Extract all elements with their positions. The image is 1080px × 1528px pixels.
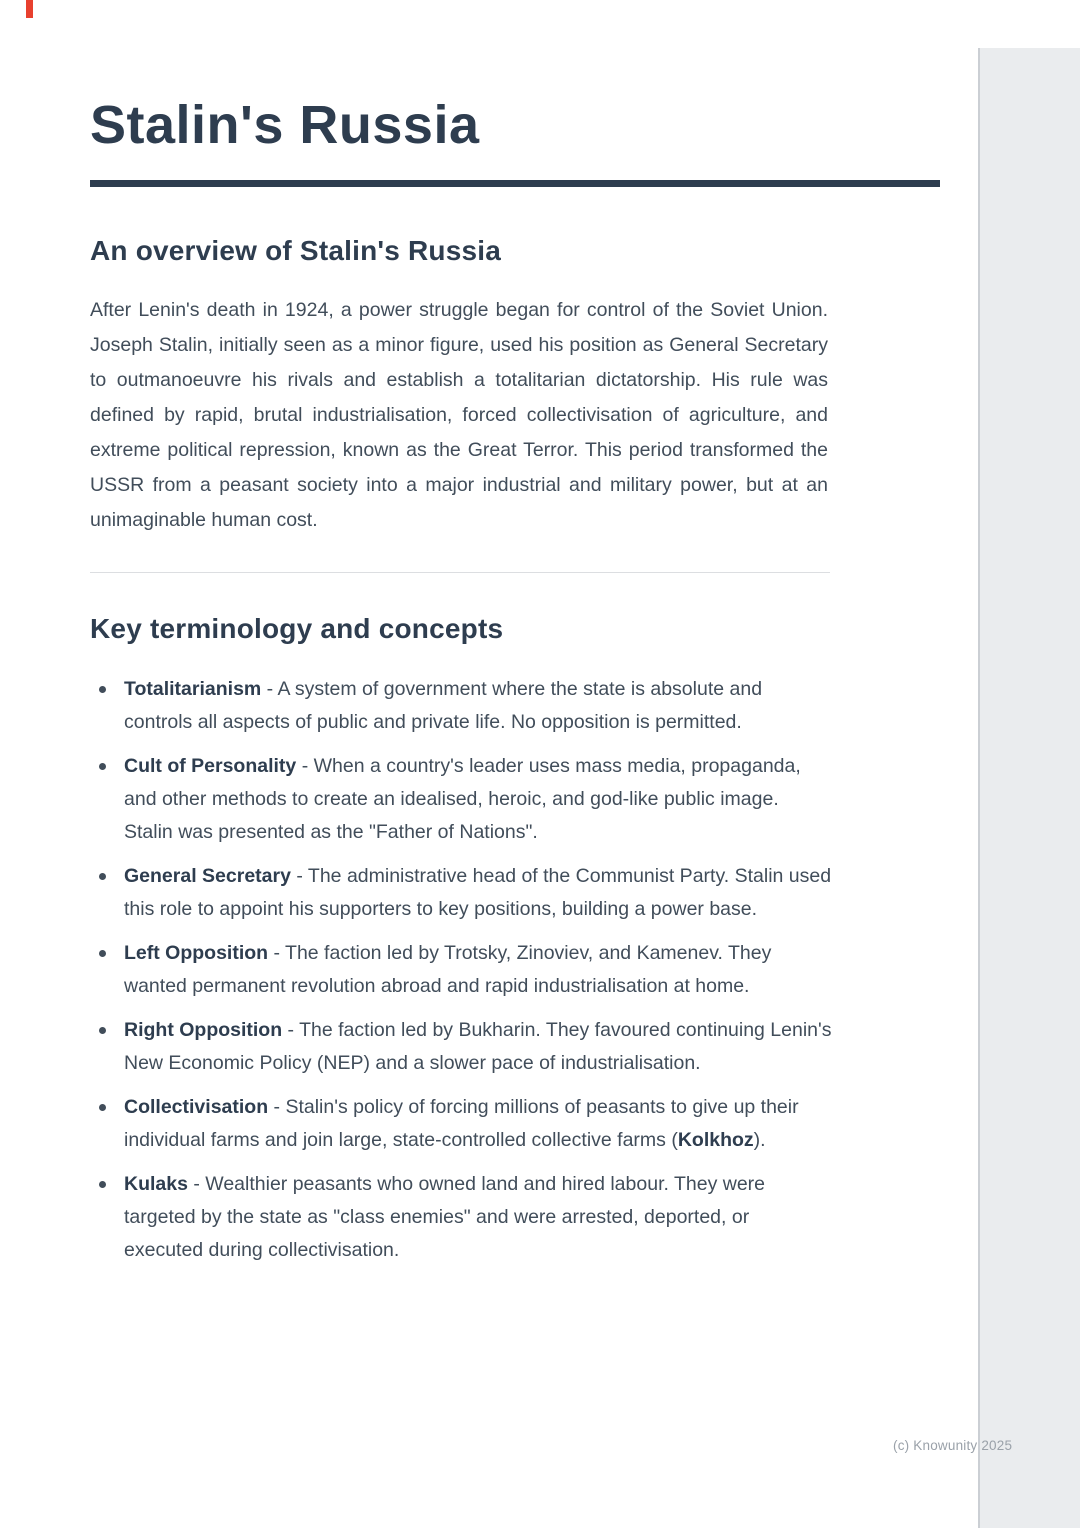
term-item (90, 1091, 832, 1157)
term-definition: - The faction led by Trotsky, Zinoviev, and Kamenev. They wanted permanent revolution abroad and rapid industrialisation at home. (124, 942, 772, 997)
term-definition: - When a country's leader uses mass media, propaganda, and other methods to create an idealised, heroic, and god-like public image. Stalin was presented as the "Father of Nations". (124, 755, 801, 843)
term-definition: - A system of government where the state is absolute and controls all aspects of public and private life. No opposition is permitted. (124, 678, 763, 733)
terminology-heading: Key terminology and concepts (90, 613, 504, 644)
term-name: Left Opposition (124, 942, 269, 964)
term-name: Collectivisation (124, 1096, 269, 1118)
page-title: Stalin's Russia (90, 95, 480, 155)
term-name: Cult of Personality (124, 755, 297, 777)
overview-paragraph: After Lenin's death in 1924, a power struggle began for control of the Soviet Union. Joseph Stalin, initially seen as a minor figure, used his position as General Secretary to outmanoeuvre his rivals and establish a totalitarian dictatorship. His rule was defined by rapid, brutal industrialisation, forced collectivisation of agriculture, and extreme political repression, known as the Great Terror. This period transformed the USSR from a peasant society into a major industrial and military power, but at an unimaginable human cost. (90, 299, 828, 531)
term-item (90, 750, 832, 849)
term-item (90, 937, 832, 1003)
viewer-side-gutter (978, 48, 1080, 1528)
term-definition: - The faction led by Bukharin. They favoured continuing Lenin's New Economic Policy (NEP) and a slower pace of industrialisation. (124, 1019, 832, 1074)
term-name: General Secretary (124, 865, 291, 887)
term-definition: - Stalin's policy of forcing millions of peasants to give up their individual farms and join large, state-controlled collective farms ( (124, 1096, 799, 1151)
term-definition: - The administrative head of the Communist Party. Stalin used this role to appoint his supporters to key positions, building a power base. (124, 865, 832, 920)
title-underline-rule (90, 180, 940, 187)
copyright-watermark: (c) Knowunity 2025 (893, 1438, 1013, 1453)
red-accent-mark (26, 0, 33, 18)
term-definition: ). (753, 1129, 766, 1151)
overview-heading: An overview of Stalin's Russia (90, 235, 502, 266)
terminology-list (90, 673, 832, 1267)
section-divider (90, 572, 830, 573)
term-name: Right Opposition (124, 1019, 283, 1041)
overview-section (90, 235, 940, 538)
term-item (90, 1014, 832, 1080)
term-definition: - Wealthier peasants who owned land and hired labour. They were targeted by the state as "class enemies" and were arrested, deported, or executed during collectivisation. (124, 1173, 766, 1261)
term-item (90, 1168, 832, 1267)
document-content (90, 0, 940, 1278)
terminology-section (90, 613, 940, 1267)
term-name: Totalitarianism (124, 678, 262, 700)
term-name: Kolkhoz (677, 1129, 754, 1151)
term-name: Kulaks (124, 1173, 188, 1195)
term-item (90, 673, 832, 739)
term-item (90, 860, 832, 926)
